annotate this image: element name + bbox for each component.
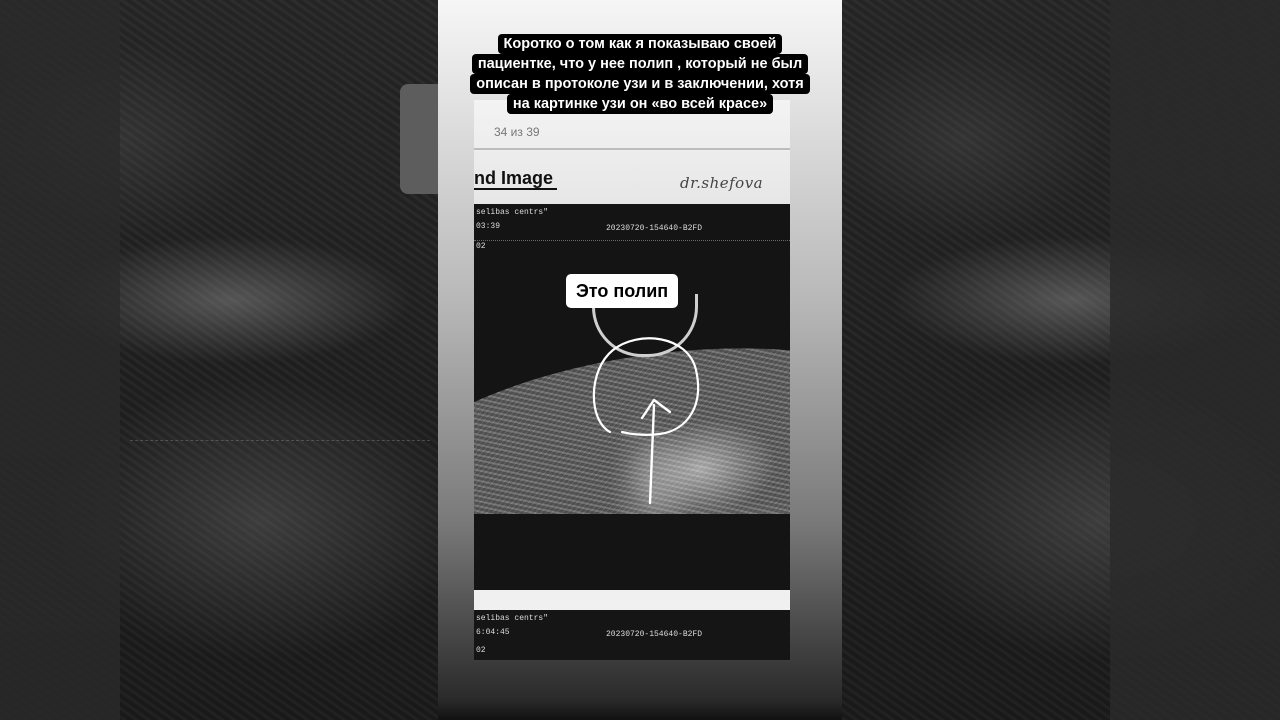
footer-meta-clinic: selibas centrs" [476, 614, 549, 623]
document-footer [474, 610, 790, 660]
blurred-backdrop-left [0, 0, 438, 720]
footer-meta-study-id: 20230720-154640-B2FD [606, 630, 703, 639]
meta-clinic: selibas centrs" [476, 208, 549, 217]
white-strip [474, 590, 790, 610]
polyp-label: Это полип [566, 274, 678, 308]
scan-shadow [474, 514, 790, 590]
meta-study-id: 20230720-154640-B2FD [606, 224, 703, 233]
caption-line-1: Коротко о том как я показываю своей [498, 34, 783, 54]
dotted-line [474, 240, 790, 241]
page-counter: 34 из 39 [494, 125, 540, 139]
watermark-signature: dr.shefova [680, 174, 764, 192]
caption-line-4: на картинке узи он «во всей красе» [507, 94, 773, 114]
ultrasound-image [474, 204, 790, 590]
footer-meta-code: 02 [476, 646, 486, 655]
ultrasound-printout [474, 100, 790, 660]
footer-meta-time: 6:04:45 [476, 628, 510, 637]
caption-line-3: описан в протоколе узи и в заключении, хотя [470, 74, 809, 94]
meta-time: 03:39 [476, 222, 501, 231]
caption-line-2: пациентке, что у нее полип , который не был [472, 54, 808, 74]
document-header [474, 100, 790, 208]
caption [438, 34, 842, 114]
story-frame[interactable] [438, 0, 842, 720]
section-title: nd Image [474, 168, 557, 190]
blurred-backdrop-right [842, 0, 1280, 720]
ghost-box [400, 84, 438, 194]
meta-code: 02 [476, 242, 486, 251]
divider [474, 148, 790, 150]
